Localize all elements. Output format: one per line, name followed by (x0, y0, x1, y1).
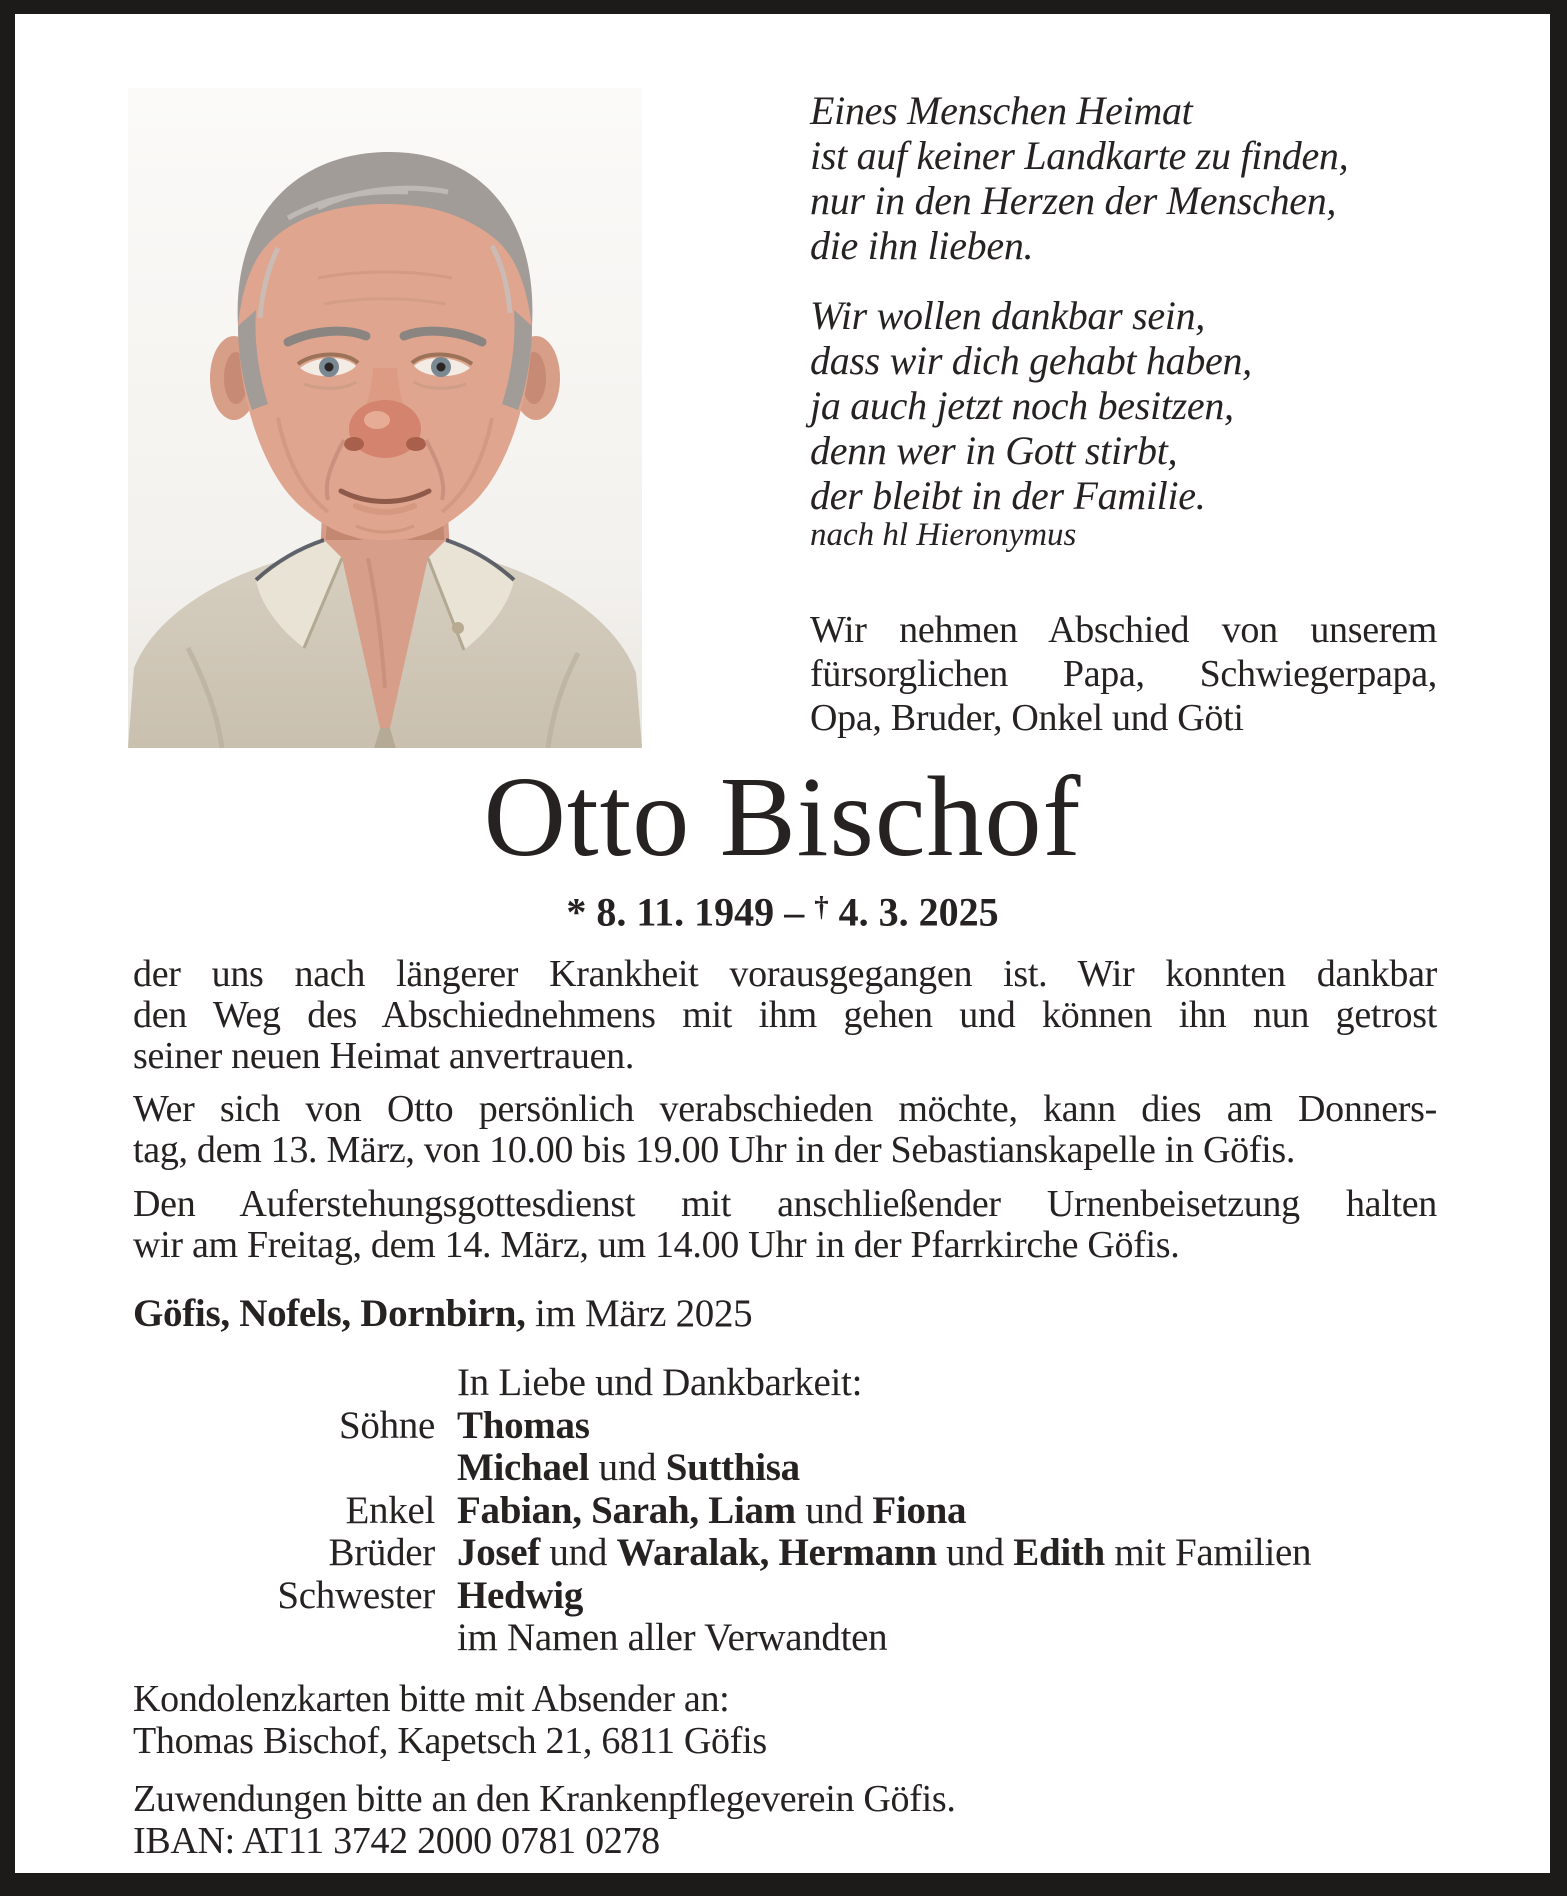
farewell-text: Wir nehmen Abschied von unserem fürsorglichen Papa, Schwiegerpapa, Opa, Bruder, Onkel und Göti (810, 609, 1437, 739)
mourner-label-brueder: Brüder (328, 1531, 435, 1574)
poem-attribution: nach hl Hieronymus (810, 517, 1077, 553)
mourner-value: Fabian, Sarah, Liam und Fiona (457, 1488, 967, 1532)
mourner-value: In Liebe und Dankbarkeit: (457, 1361, 863, 1404)
mourner-label (133, 1447, 435, 1490)
portrait-photo-illustration (128, 88, 642, 748)
mourner-label-schwester: Schwester (277, 1573, 435, 1617)
donation-info: Zuwendungen bitte an den Krankenpflegeverein Göfis. IBAN: AT11 3742 2000 0781 0278 (133, 1778, 956, 1862)
paragraph-viewing: Wer sich von Otto persönlich verabschieden möchte, kann dies am Donners- tag, dem 13. März, von 10.00 bis 19.00 Uhr in der Sebastianskapelle in Göfis. (133, 1088, 1437, 1171)
condolence-address: Kondolenzkarten bitte mit Absender an: Thomas Bischof, Kapetsch 21, 6811 Göfis (133, 1678, 767, 1762)
deceased-name: Otto Bischof (483, 753, 1082, 880)
poem-stanza-2: Wir wollen dankbar sein, dass wir dich gehabt haben, ja auch jetzt noch besitzen, denn wer in Gott stirbt, der bleibt in der Familie. (810, 293, 1252, 518)
mourner-label-soehne: Söhne (338, 1403, 435, 1447)
paragraph-service: Den Auferstehungsgottesdienst mit anschließender Urnenbeisetzung halten wir am Freitag, dem 14. März, um 14.00 Uhr in der Pfarrkirche Göfis. (133, 1183, 1437, 1266)
portrait-photo (128, 88, 642, 748)
mourner-label-enkel: Enkel (345, 1488, 435, 1532)
mourner-value: Hedwig (457, 1573, 584, 1617)
mourner-value: Michael und Sutthisa (457, 1446, 800, 1489)
paragraph-illness: der uns nach längerer Krankheit vorausgegangen ist. Wir konnten dankbar den Weg des Abschiednehmens mit ihm gehen und können ihn nun getrost seiner neuen Heimat anvertrauen. (133, 953, 1437, 1077)
life-dates: * 8. 11. 1949 – † 4. 3. 2025 (566, 889, 999, 935)
mourners-list (133, 1362, 1437, 1660)
obituary-sheet (15, 14, 1550, 1873)
mourner-value: Josef und Waralak, Hermann und Edith mit Familien (457, 1531, 1312, 1574)
mourner-label (133, 1362, 435, 1405)
poem-stanza-1: Eines Menschen Heimat ist auf keiner Landkarte zu finden, nur in den Herzen der Menschen, die ihn lieben. (810, 88, 1349, 268)
place-date-line: Göfis, Nofels, Dornbirn, im März 2025 (133, 1292, 753, 1335)
mourner-label (133, 1617, 435, 1660)
mourner-value: Thomas (457, 1403, 590, 1447)
mourner-value: im Namen aller Verwandten (457, 1616, 888, 1659)
